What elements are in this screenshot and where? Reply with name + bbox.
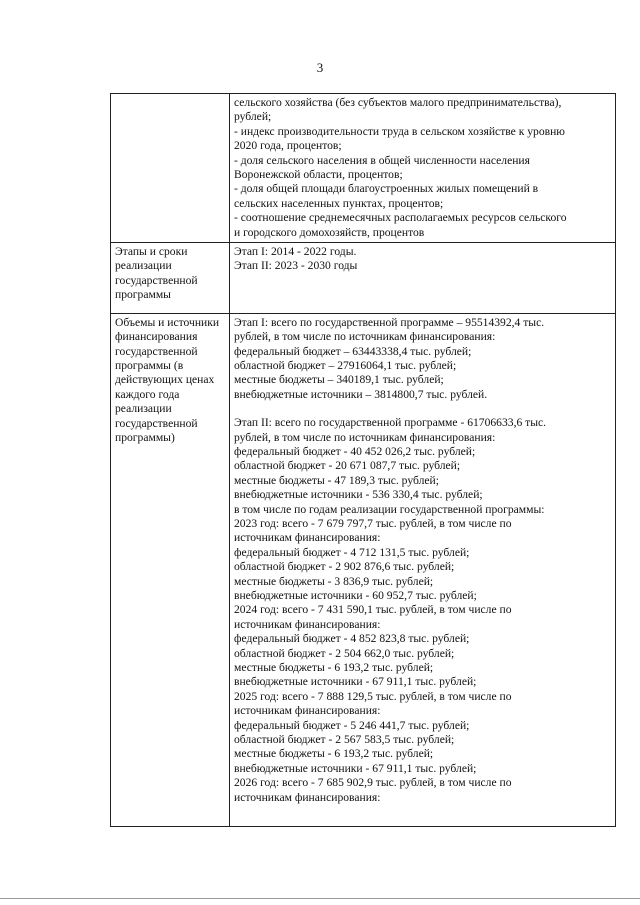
row-label-empty	[111, 94, 230, 243]
funding-line: 2024 год: всего - 7 431 590,1 тыс. рублей, в том числе по	[234, 603, 512, 617]
funding-line: федеральный бюджет – 63443338,4 тыс. рублей;	[234, 344, 472, 358]
stages-cell	[230, 243, 616, 314]
funding-line: внебюджетные источники - 67 911,1 тыс. рублей;	[234, 675, 477, 689]
funding-line: федеральный бюджет - 5 246 441,7 тыс. рублей;	[234, 718, 470, 732]
funding-line: внебюджетные источники - 60 952,7 тыс. рублей;	[234, 589, 477, 602]
funding-line: источникам финансирования:	[234, 704, 381, 718]
row-label-funding	[111, 313, 230, 826]
table-row-funding	[111, 313, 616, 826]
funding-line: областной бюджет - 2 567 583,5 тыс. рублей;	[234, 733, 455, 747]
page-bottom-edge	[0, 898, 640, 899]
program-passport-table	[110, 93, 616, 827]
stage-line: Этап I: 2014 - 2022 годы.	[234, 245, 357, 259]
indicator-line: Воронежской области, процентов;	[234, 168, 403, 182]
funding-line: 2026 год: всего - 7 685 902,9 тыс. рублей, в том числе по	[234, 776, 512, 790]
indicator-line: и городского домохозяйств, процентов	[234, 225, 425, 239]
stages-label: Этапы и сроки реализации государственной программы	[115, 245, 198, 302]
funding-line: Этап I: всего по государственной программе – 95514392,4 тыс.	[234, 315, 545, 329]
funding-cell	[230, 313, 616, 826]
indicator-line: - доля общей площади благоустроенных жилых помещений в	[234, 182, 539, 196]
funding-line: областной бюджет - 2 902 876,6 тыс. рублей;	[234, 560, 455, 574]
indicator-line: сельских населенных пунктах, процентов;	[234, 196, 444, 210]
funding-line: федеральный бюджет - 40 452 026,2 тыс. рублей;	[234, 444, 476, 458]
indicator-line: рублей;	[234, 110, 272, 124]
indicator-line: 2020 года, процентов;	[234, 139, 342, 153]
funding-line: рублей, в том числе по источникам финансирования:	[234, 330, 496, 344]
table-row-stages	[111, 243, 616, 314]
funding-line: областной бюджет - 20 671 087,7 тыс. рублей;	[234, 459, 461, 473]
funding-line: 2023 год: всего - 7 679 797,7 тыс. рублей, в том числе по	[234, 516, 512, 530]
indicators-cell	[230, 94, 616, 243]
funding-line: федеральный бюджет - 4 712 131,5 тыс. рублей;	[234, 545, 470, 559]
indicator-line: - доля сельского населения в общей численности населения	[234, 153, 530, 167]
funding-line: областной бюджет - 2 504 662,0 тыс. рублей;	[234, 646, 455, 660]
funding-line: рублей, в том числе по источникам финансирования:	[234, 430, 496, 444]
funding-line: Этап II: всего по государственной программе - 61706633,6 тыс.	[234, 416, 547, 430]
funding-line: областной бюджет – 27916064,1 тыс. рублей;	[234, 358, 457, 372]
indicator-line: - соотношение среднемесячных располагаемых ресурсов сельского	[234, 211, 567, 225]
funding-line: внебюджетные источники – 3814800,7 тыс. рублей.	[234, 387, 488, 401]
funding-line: в том числе по годам реализации государственной программы:	[234, 502, 545, 516]
funding-line: местные бюджеты – 340189,1 тыс. рублей;	[234, 373, 444, 387]
funding-line: местные бюджеты - 47 189,3 тыс. рублей;	[234, 473, 439, 487]
funding-line: местные бюджеты - 3 836,9 тыс. рублей;	[234, 574, 434, 588]
row-label-stages	[111, 243, 230, 314]
page-number: 3	[316, 60, 324, 75]
funding-line: местные бюджеты - 6 193,2 тыс. рублей;	[234, 747, 434, 761]
funding-label: Объемы и источники финансирования государственной программы (в действующих ценах каждого года реализации государственной программы)	[115, 315, 220, 444]
stage-line: Этап II: 2023 - 2030 годы	[234, 259, 358, 273]
indicator-line: - индекс производительности труда в сельском хозяйстве к уровню	[234, 124, 565, 138]
funding-line: 2025 год: всего - 7 888 129,5 тыс. рублей, в том числе по	[234, 689, 512, 703]
funding-line: источникам финансирования:	[234, 617, 381, 631]
funding-line: федеральный бюджет - 4 852 823,8 тыс. рублей;	[234, 632, 470, 646]
funding-line: источникам финансирования:	[234, 790, 381, 804]
funding-line: внебюджетные источники - 536 330,4 тыс. рублей;	[234, 488, 483, 502]
funding-line: местные бюджеты - 6 193,2 тыс. рублей;	[234, 661, 434, 675]
indicator-line: сельского хозяйства (без субъектов малого предпринимательства),	[234, 96, 562, 109]
funding-line: внебюджетные источники - 67 911,1 тыс. рублей;	[234, 761, 477, 775]
table-row-indicators	[111, 94, 616, 243]
funding-line: источникам финансирования:	[234, 531, 381, 545]
